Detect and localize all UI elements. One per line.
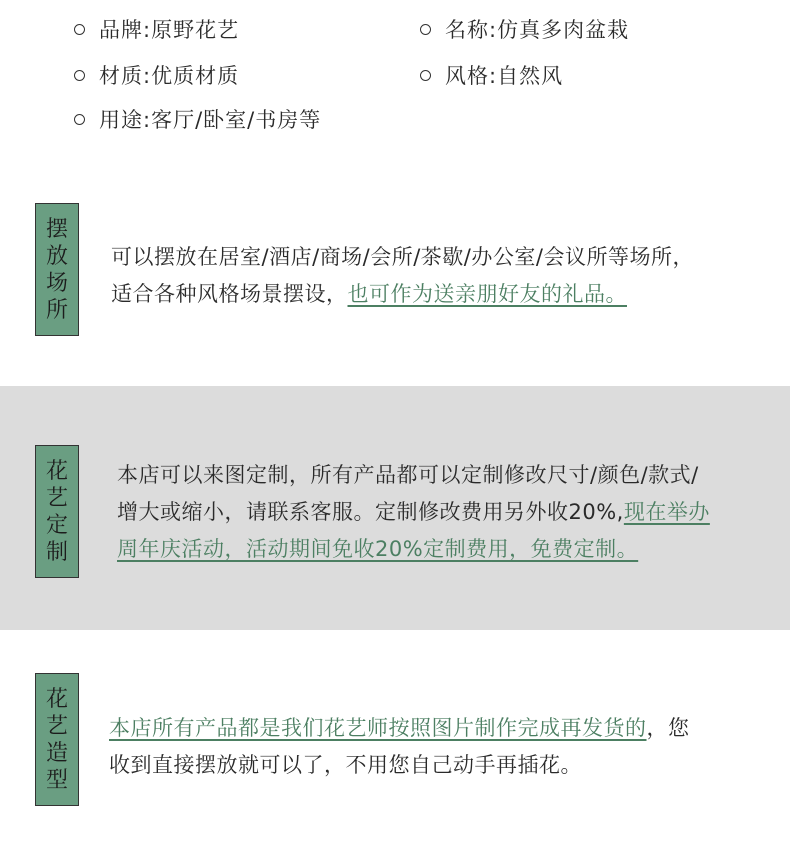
spec-usage	[74, 104, 321, 134]
spec-brand-text: 品牌:原野花艺	[99, 18, 240, 42]
section-placement	[0, 190, 790, 360]
tag-char: 花	[45, 686, 68, 712]
spec-brand	[74, 14, 239, 44]
section-arrangement	[0, 660, 790, 830]
bullet-circle-icon	[420, 70, 431, 81]
placement-line-2	[111, 276, 694, 313]
customization-text: 增大或缩小，请联系客服。定制修改费用另外收20%,	[117, 500, 624, 524]
spec-usage-text: 用途:客厅/卧室/书房等	[99, 108, 322, 132]
spec-style-text: 风格:自然风	[445, 64, 564, 88]
section-customization	[0, 386, 790, 630]
tag-placement	[35, 203, 79, 336]
placement-description	[111, 239, 694, 313]
arrangement-text: ，您	[646, 716, 690, 740]
bullet-circle-icon	[74, 70, 85, 81]
bullet-circle-icon	[420, 24, 431, 35]
spec-material-text: 材质:优质材质	[99, 64, 240, 88]
customization-line-1: 本店可以来图定制，所有产品都可以定制修改尺寸/颜色/款式/	[117, 463, 699, 487]
tag-char: 造	[45, 740, 68, 766]
customization-line-3	[117, 531, 710, 568]
customization-description	[117, 457, 710, 568]
gift-highlight-text: 也可作为送亲朋好友的礼品。	[347, 282, 627, 306]
tag-char: 制	[45, 539, 68, 565]
bullet-circle-icon	[74, 24, 85, 35]
customization-line-2	[117, 494, 710, 531]
tag-char: 摆	[45, 216, 68, 242]
anniversary-highlight-text: 现在举办	[623, 500, 710, 524]
product-spec-list	[74, 10, 774, 140]
anniversary-highlight-text: 周年庆活动，活动期间免收20%定制费用，免费定制。	[117, 537, 639, 561]
placement-text: 适合各种风格场景摆设，	[111, 282, 348, 306]
bullet-circle-icon	[74, 114, 85, 125]
tag-char: 场	[45, 270, 68, 296]
tag-arrangement	[35, 673, 79, 806]
spec-name-text: 名称:仿真多肉盆栽	[445, 18, 630, 42]
ready-made-highlight-text: 本店所有产品都是我们花艺师按照图片制作完成再发货的	[109, 716, 647, 740]
tag-char: 定	[45, 512, 68, 538]
arrangement-description	[109, 710, 690, 784]
tag-customization	[35, 445, 79, 578]
spec-name	[420, 14, 629, 44]
spec-material	[74, 60, 239, 90]
arrangement-line-2: 收到直接摆放就可以了，不用您自己动手再插花。	[109, 753, 582, 777]
spec-style	[420, 60, 563, 90]
tag-char: 所	[45, 297, 68, 323]
tag-char: 型	[45, 767, 68, 793]
tag-char: 艺	[45, 713, 68, 739]
tag-char: 艺	[45, 485, 68, 511]
arrangement-line-1	[109, 710, 690, 747]
tag-char: 花	[45, 458, 68, 484]
placement-line-1: 可以摆放在居室/酒店/商场/会所/茶歇/办公室/会议所等场所，	[111, 245, 694, 269]
tag-char: 放	[45, 243, 68, 269]
